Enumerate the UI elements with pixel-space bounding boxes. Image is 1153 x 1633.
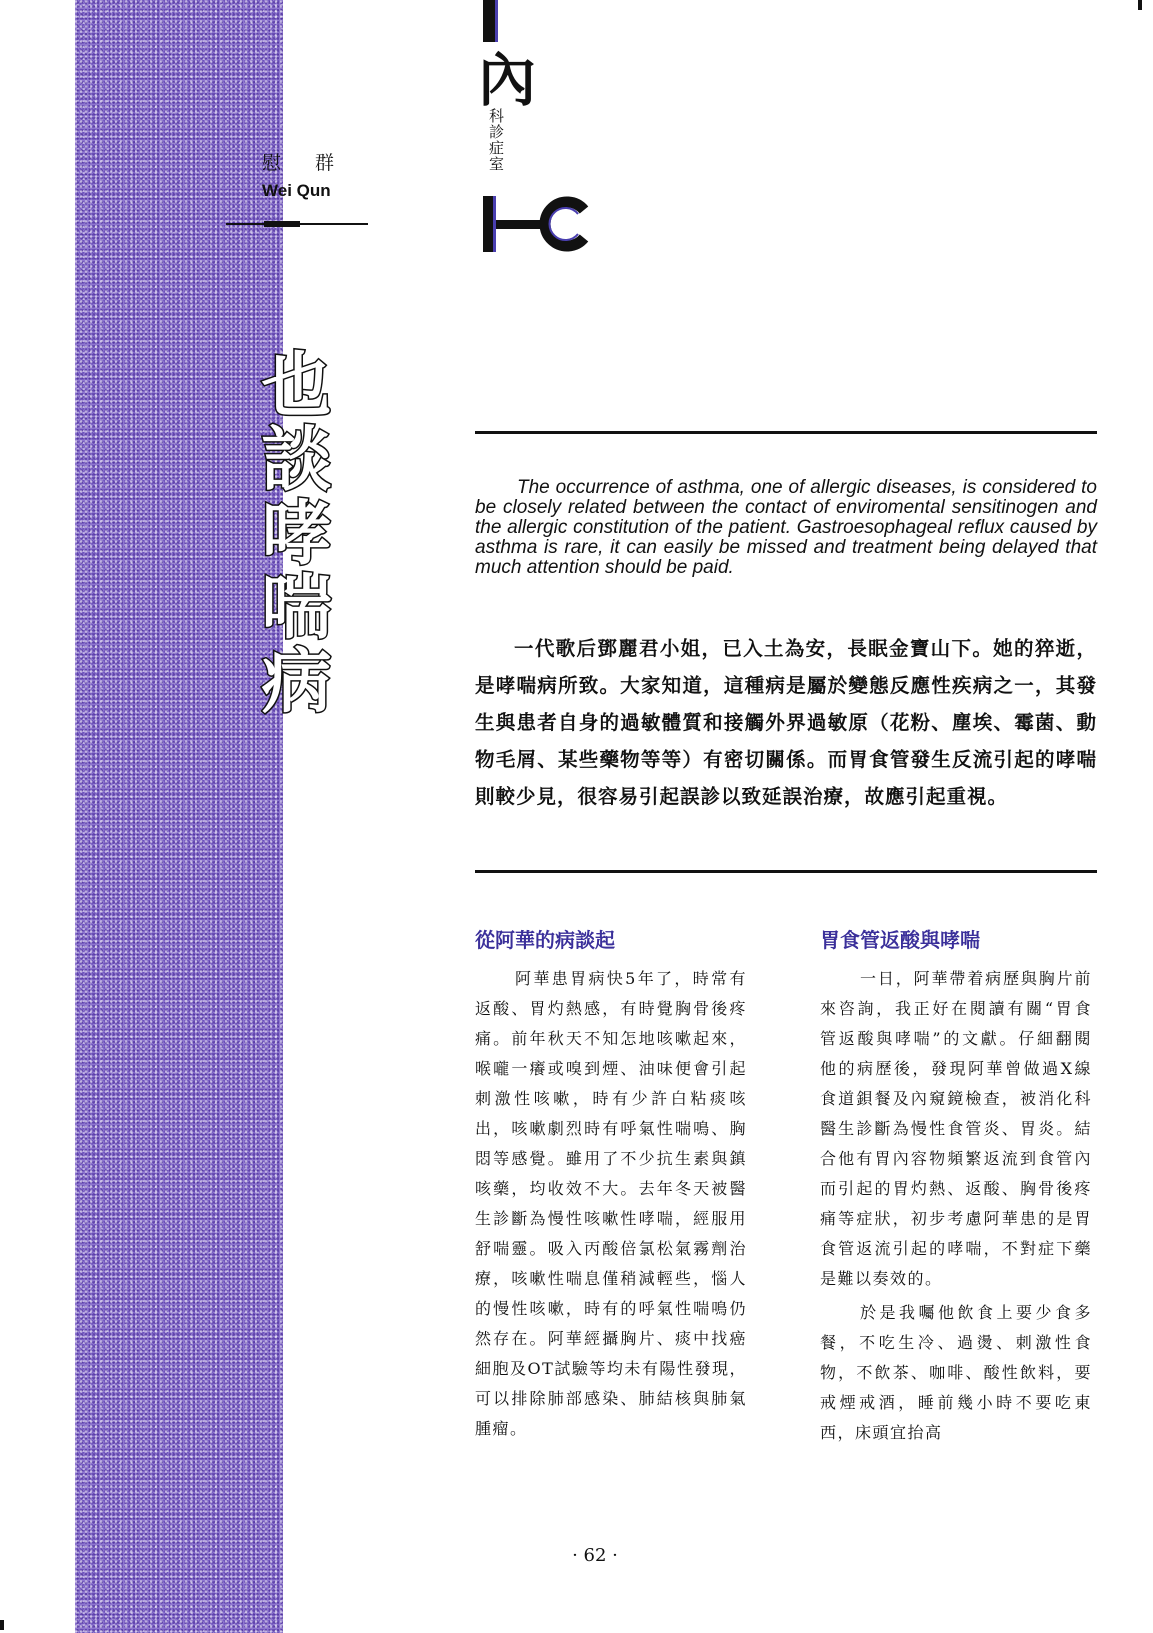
column-2	[820, 926, 1092, 1452]
crop-mark	[0, 1620, 4, 1630]
decorative-purple-band	[75, 0, 283, 1633]
author-rule-accent	[264, 221, 300, 227]
author-name-en: Wei Qun	[262, 181, 331, 200]
body-paragraph: 於是我囑他飲食上要少食多餐，不吃生冷、過燙、刺激性食物，不飲茶、咖啡、酸性飲料，要戒煙戒酒，睡前幾小時不要吃東西，床頭宜抬高	[820, 1303, 1092, 1442]
body-paragraph: 阿華患胃病快5年了，時常有返酸、胃灼熱感，有時覺胸骨後疼痛。前年秋天不知怎地咳嗽起來，喉嚨一癢或嗅到煙、油味便會引起刺激性咳嗽，時有少許白粘痰咳出，咳嗽劇烈時有呼氣性喘鳴、胸悶等感覺。雖用了不少抗生素與鎮咳藥，均收效不大。去年冬天被醫生診斷為慢性咳嗽性哮喘，經服用舒喘靈。吸入丙酸倍氯松氣霧劑治療，咳嗽性喘息僅稍減輕些，惱人的慢性咳嗽，時有的呼氣性喘鳴仍然存在。阿華經攝胸片、痰中找癌細胞及OT試驗等均未有陽性發現，可以排除肺部感染、肺結核與肺氣腫瘤。	[475, 969, 747, 1438]
author-name-zh: 慰 群	[262, 152, 349, 174]
section-logo-char: 內	[478, 46, 537, 114]
english-abstract: The occurrence of asthma, one of allergic diseases, is considered to be closely related between the contact of enviromental sensitinogen and the allergic constitution of the patient. Gastroesophageal reflux caused by asthma is rare, it can easily be missed and treatment being delayed that much attention should be paid.	[475, 477, 1097, 578]
middle-rule	[475, 870, 1097, 873]
section-heading-2: 胃食管返酸與哮喘	[820, 928, 980, 952]
column-1	[475, 926, 747, 1448]
page-number: · 62 ·	[572, 1545, 618, 1566]
article-title: 也談哮喘病	[250, 348, 332, 718]
body-paragraph: 一日，阿華帶着病歷與胸片前來咨詢，我正好在閱讀有關“胃食管返酸與哮喘”的文獻。仔細翻閱他的病歷後，發現阿華曾做過X線食道鋇餐及內窺鏡檢查，被消化科醫生診斷為慢性食管炎、胃炎。結合他有胃內容物頻繁返流到食管內而引起的胃灼熱、返酸、胸骨後疼痛等症狀，初步考慮阿華患的是胃食管返流引起的哮喘，不對症下藥是難以奏效的。	[820, 969, 1092, 1288]
section-logo-bar	[483, 0, 498, 42]
section-logo-subtitle: 科診症室	[487, 108, 505, 172]
hc-logo-icon	[480, 196, 600, 252]
top-rule	[475, 431, 1097, 434]
lead-paragraph: 一代歌后鄧麗君小姐，已入土為安，長眠金寶山下。她的猝逝，是哮喘病所致。大家知道，這種病是屬於變態反應性疾病之一，其發生與患者自身的過敏體質和接觸外界過敏原（花粉、塵埃、霉菌、動物毛屑、某些藥物等等）有密切關係。而胃食管發生反流引起的哮喘則較少見，很容易引起誤診以致延誤治療，故應引起重視。	[475, 637, 1097, 808]
crop-mark	[1138, 0, 1142, 10]
section-heading-1: 從阿華的病談起	[475, 928, 615, 952]
author-block	[262, 148, 352, 201]
